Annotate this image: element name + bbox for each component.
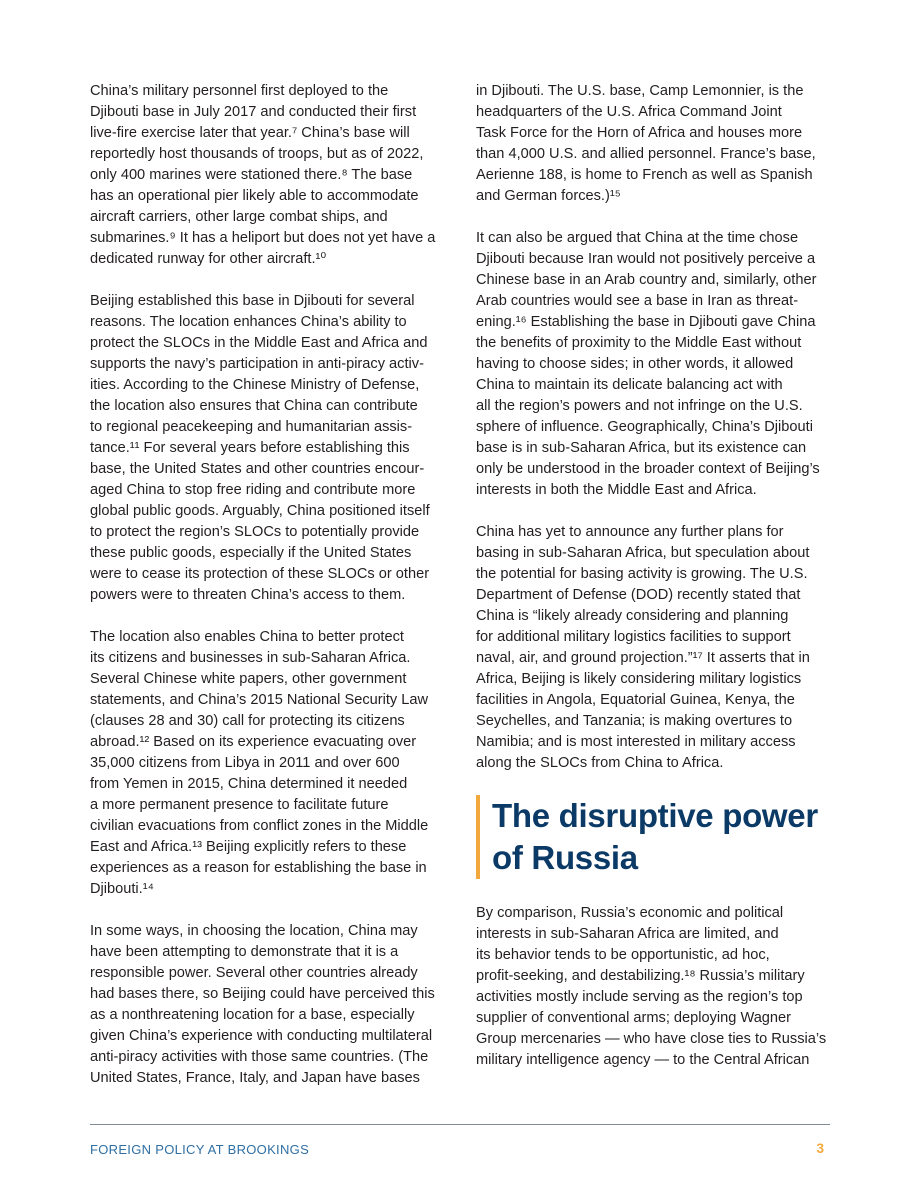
- left-column: [90, 81, 450, 1110]
- body-paragraph: In some ways, in choosing the location, China may have been attempting to demonstrate that it is a responsible power. Several other countries already had bases there, so Beijing could have perceived this as a nonthreatening location for a base, especially given China’s experience with conducting multilateral anti-piracy activities with those same countries. (The United States, France, Italy, and Japan have bases: [90, 923, 435, 1086]
- body-paragraph: in Djibouti. The U.S. base, Camp Lemonnier, is the headquarters of the U.S. Africa Command Joint Task Force for the Horn of Africa and houses more than 4,000 U.S. and allied personnel. France’s base, Aerienne 188, is home to French as well as Spanish and German forces.)¹⁵: [476, 83, 816, 204]
- section-heading-block: [476, 795, 832, 879]
- body-paragraph: Beijing established this base in Djibouti for several reasons. The location enhances China’s ability to protect the SLOCs in the Middle East and Africa and supports the navy’s participation in anti-piracy activ- ities. According to the Chinese Ministry of Defense, the location also ensures that China can contribute to regional peacekeeping and humanitarian assis- tance.¹¹ For several years before establishing this base, the United States and other countries encour- aged China to stop free riding and contribute more global public goods. Arguably, China positioned itself to protect the region’s SLOCs to potentially provide these public goods, especially if the United States were to cease its protection of these SLOCs or other powers were to threaten China’s access to them.: [90, 293, 430, 603]
- footer-publication: FOREIGN POLICY AT BROOKINGS: [90, 1142, 310, 1157]
- page-number: 3: [816, 1141, 824, 1156]
- section-heading: The disruptive power of Russia: [492, 797, 818, 876]
- body-paragraph: The location also enables China to better protect its citizens and businesses in sub-Saharan Africa. Several Chinese white papers, other government statements, and China’s 2015 National Security Law (clauses 28 and 30) call for protecting its citizens abroad.¹² Based on its experience evacuating over 35,000 citizens from Libya in 2011 and over 600 from Yemen in 2015, China determined it needed a more permanent presence to facilitate future civilian evacuations from conflict zones in the Middle East and Africa.¹³ Beijing explicitly refers to these experiences as a reason for establishing the base in Djibouti.¹⁴: [90, 629, 429, 897]
- footer-divider: [90, 1124, 830, 1125]
- body-paragraph: By comparison, Russia’s economic and political interests in sub-Saharan Africa are limited, and its behavior tends to be opportunistic, ad hoc, profit-seeking, and destabilizing.¹⁸ Russia’s military activities mostly include serving as the region’s top supplier of conventional arms; deploying Wagner Group mercenaries — who have close ties to Russia’s military intelligence agency — to the Central African: [476, 905, 827, 1068]
- body-paragraph: China has yet to announce any further plans for basing in sub-Saharan Africa, but speculation about the potential for basing activity is growing. The U.S. Department of Defense (DOD) recently stated that China is “likely already considering and planning for additional military logistics facilities to support naval, air, and ground projection.”¹⁷ It asserts that in Africa, Beijing is likely considering military logistics facilities in Angola, Equatorial Guinea, Kenya, the Seychelles, and Tanzania; is making overtures to Namibia; and is most interested in military access along the SLOCs from China to Africa.: [476, 524, 810, 771]
- body-paragraph: It can also be argued that China at the time chose Djibouti because Iran would not positively perceive a Chinese base in an Arab country and, similarly, other Arab countries would see a base in Iran as threat- ening.¹⁶ Establishing the base in Djibouti gave China the benefits of proximity to the Middle East without having to choose sides; in other words, it allowed China to maintain its delicate balancing act with all the region’s powers and not infringe on the U.S. sphere of influence. Geographically, China’s Djibouti base is in sub-Saharan Africa, but its existence can only be understood in the broader context of Beijing’s interests in both the Middle East and Africa.: [476, 230, 820, 498]
- right-column: [476, 81, 832, 1092]
- body-paragraph: China’s military personnel first deployed to the Djibouti base in July 2017 and conducted their first live-fire exercise later that year.⁷ China’s base will reportedly host thousands of troops, but as of 2022, only 400 marines were stationed there.⁸ The base has an operational pier likely able to accommodate aircraft carriers, other large combat ships, and submarines.⁹ It has a heliport but does not yet have a dedicated runway for other aircraft.¹⁰: [90, 83, 436, 267]
